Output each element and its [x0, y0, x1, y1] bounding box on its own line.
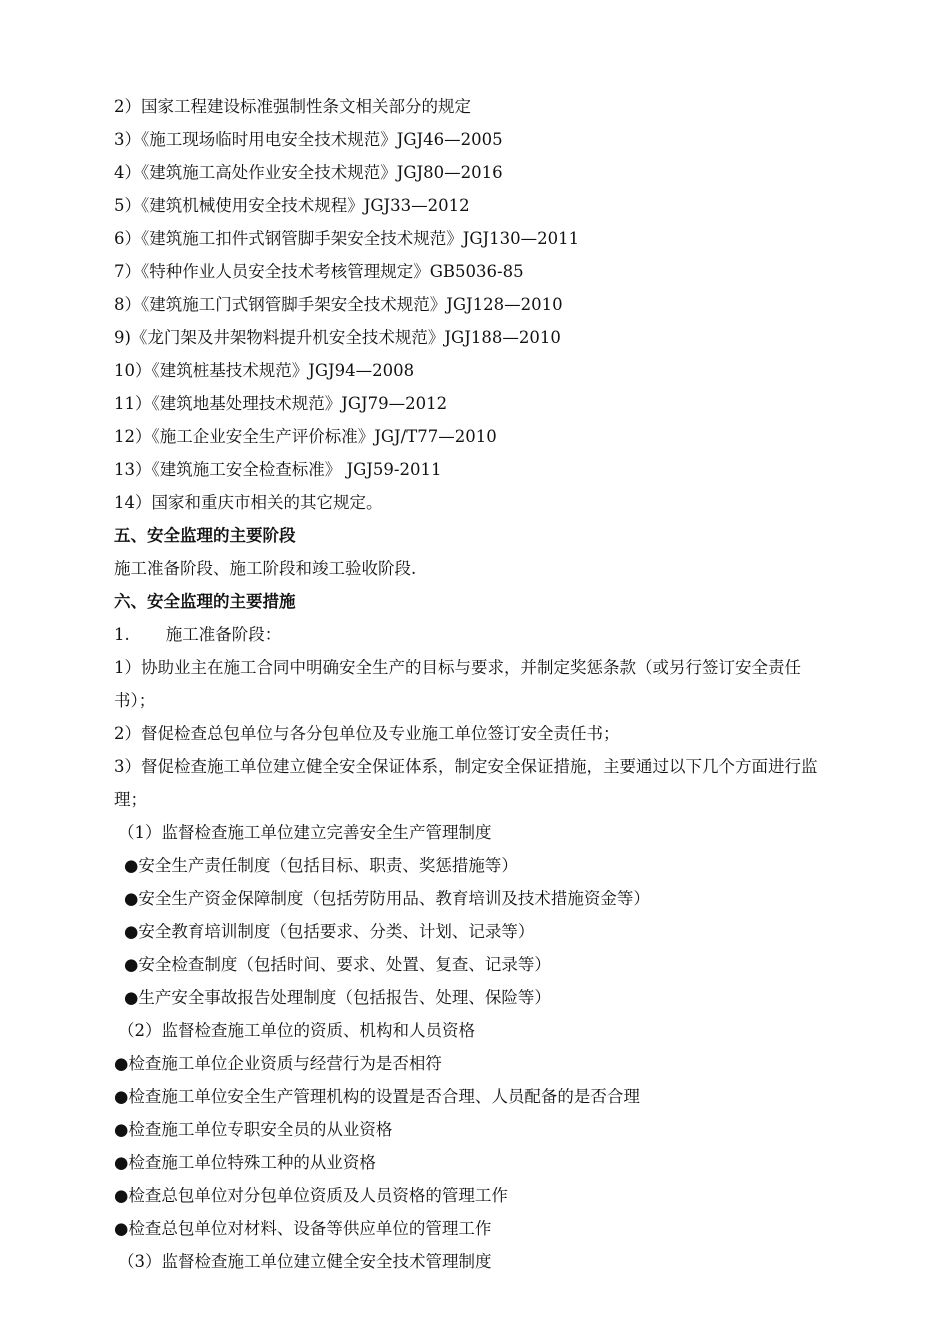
bullet-item: ●检查施工单位企业资质与经营行为是否相符: [114, 1054, 442, 1073]
step-number: 1.: [114, 625, 130, 644]
list-item: 11）《建筑地基处理技术规范》JGJ79—2012: [114, 394, 448, 413]
bullet-item: ●检查施工单位安全生产管理机构的设置是否合理、人员配备的是否合理: [114, 1087, 640, 1106]
paragraph: 3）督促检查施工单位建立健全安全保证体系，制定安全保证措施，主要通过以下几个方面进行监理；: [114, 757, 818, 809]
bullet-item: ●安全检查制度（包括时间、要求、处置、复查、记录等）: [124, 955, 551, 974]
paragraph: 2）督促检查总包单位与各分包单位及专业施工单位签订安全责任书；: [114, 724, 620, 743]
paragraph: 1）协助业主在施工合同中明确安全生产的目标与要求，并制定奖惩条款（或另行签订安全责任书）；: [114, 658, 801, 710]
list-item: 9)《龙门架及井架物料提升机安全技术规范》JGJ188—2010: [114, 328, 561, 347]
sub-heading: （1）监督检查施工单位建立完善安全生产管理制度: [118, 823, 492, 842]
sub-heading: （3）监督检查施工单位建立健全安全技术管理制度: [118, 1252, 492, 1271]
list-item: 7）《特种作业人员安全技术考核管理规定》GB5036-85: [114, 262, 524, 281]
bullet-item: ●安全教育培训制度（包括要求、分类、计划、记录等）: [124, 922, 535, 941]
bullet-item: ●安全生产资金保障制度（包括劳防用品、教育培训及技术措施资金等）: [124, 889, 650, 908]
list-item: 3）《施工现场临时用电安全技术规范》JGJ46—2005: [114, 130, 503, 149]
bullet-item: ●安全生产责任制度（包括目标、职责、奖惩措施等）: [124, 856, 518, 875]
list-item: 12）《施工企业安全生产评价标准》JGJ/T77—2010: [114, 427, 497, 446]
bullet-item: ●生产安全事故报告处理制度（包括报告、处理、保险等）: [124, 988, 551, 1007]
list-item: 8）《建筑施工门式钢管脚手架安全技术规范》JGJ128—2010: [114, 295, 563, 314]
section-text: 施工准备阶段、施工阶段和竣工验收阶段.: [114, 559, 417, 578]
list-item: 4）《建筑施工高处作业安全技术规范》JGJ80—2016: [114, 163, 503, 182]
list-item: 6）《建筑施工扣件式钢管脚手架安全技术规范》JGJ130—2011: [114, 229, 580, 248]
bullet-item: ●检查施工单位特殊工种的从业资格: [114, 1153, 376, 1172]
list-item: 13）《建筑施工安全检查标准》 JGJ59-2011: [114, 460, 442, 479]
bullet-item: ●检查总包单位对材料、设备等供应单位的管理工作: [114, 1219, 492, 1238]
section-heading: 五、安全监理的主要阶段: [114, 526, 296, 545]
list-item: 14）国家和重庆市相关的其它规定。: [114, 493, 383, 512]
list-item: 10）《建筑桩基技术规范》JGJ94—2008: [114, 361, 415, 380]
bullet-item: ●检查施工单位专职安全员的从业资格: [114, 1120, 393, 1139]
bullet-item: ●检查总包单位对分包单位资质及人员资格的管理工作: [114, 1186, 508, 1205]
step-heading: [114, 618, 834, 651]
list-item: 5）《建筑机械使用安全技术规程》JGJ33—2012: [114, 196, 470, 215]
document-page: [114, 90, 834, 1278]
sub-heading: （2）监督检查施工单位的资质、机构和人员资格: [118, 1021, 475, 1040]
list-item: 2）国家工程建设标准强制性条文相关部分的规定: [114, 97, 471, 116]
step-title: 施工准备阶段：: [165, 625, 282, 644]
section-heading: 六、安全监理的主要措施: [114, 592, 296, 611]
